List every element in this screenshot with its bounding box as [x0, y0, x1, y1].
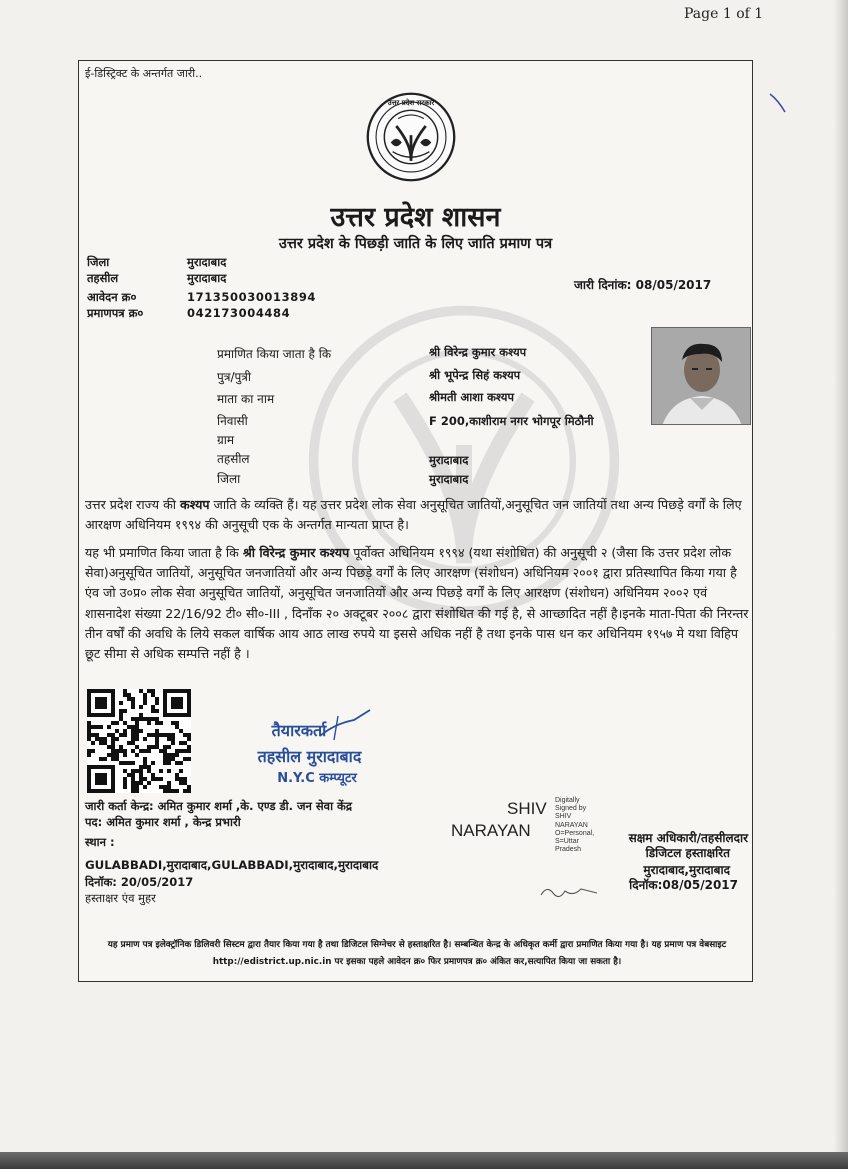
caste-statement-rest: जाति के व्यक्ति हैं। यह उत्तर प्रदेश लोक सेवा अनुसूचित जातियों,अनुसूचित जन जातियों तथा अन्य पिछड़े वर्गों के लिए आरक्षण अधिनियम १९९४ की अनुसूची एक के अन्तर्गत मान्यता प्राप्त है। [85, 497, 742, 533]
caste-statement-intro: उत्तर प्रदेश राज्य की [85, 497, 181, 512]
prepared-by-center: N.Y.C कम्प्यूटर [277, 771, 357, 786]
emblem-text: उत्तर प्रदेश सरकार [387, 99, 435, 107]
sig-detail-line: O=Personal, [555, 829, 595, 837]
issue-date-value: 08/05/2017 [635, 278, 712, 292]
sig-detail-line: NARAYAN [555, 821, 588, 829]
sig-detail-line: Pradesh [555, 846, 582, 854]
signer-name-line1: SHIV [507, 799, 547, 818]
district-label: जिला [87, 255, 110, 269]
footer-verification-note: यह प्रमाण पत्र इलेक्ट्रॉनिक डिलिवरी सिस्टम द्वारा तैयार किया गया है तथा डिजिटल सिग्नेचर से हस्ताक्षरित है। सम्बन्धित केन्द्र के अधिकृत कर्मी द्वारा प्रमाणित किया गया है। यह प्रमाण पत्र वेबसाइट http://edistrict.up.nic.in पर इसका पहले आवेदन क्र० फिर प्रमाणपत्र क्र० अंकित कर,सत्यापित किया जा सकता है। [107, 940, 727, 967]
certify-label: प्रमाणित किया जाता है कि [217, 347, 332, 361]
sig-detail-line: SHIV [555, 813, 572, 821]
issuer-post: पद: अमित कुमार शर्मा , केन्द्र प्रभारी [85, 815, 241, 829]
caste-name: कश्यप [180, 497, 210, 512]
caste-statement [85, 495, 749, 535]
place-label: स्थान : [85, 835, 115, 849]
authority-location: मुरादाबाद,मुरादाबाद [643, 863, 730, 877]
application-no-value: 171350030013894 [187, 290, 317, 304]
mother-label: माता का नाम [217, 392, 275, 406]
ncl-statement-intro: यह भी प्रमाणित किया जाता है कि [85, 545, 243, 560]
verification-qr-code[interactable] [87, 689, 191, 793]
application-no-label: आवेदन क्र० [87, 290, 137, 304]
page-number: Page 1 of 1 [684, 6, 764, 22]
issue-date [574, 276, 711, 293]
mother-name: श्रीमती आशा कश्यप [429, 390, 515, 404]
resident-label: निवासी [217, 414, 248, 428]
certificate-title: उत्तर प्रदेश शासन [330, 202, 501, 233]
issuer-date: दिनॉक: 20/05/2017 [85, 875, 194, 889]
tehsil-value: मुरादाबाद [187, 271, 227, 285]
father-name: श्री भूपेन्द्र सिहं कश्यप [429, 368, 521, 382]
non-creamy-layer-statement [85, 543, 749, 664]
authority-date: दिनॉक:08/05/2017 [629, 878, 738, 892]
place-value: GULABBADI,मुरादाबाद,GULABBADI,मुरादाबाद,मुरादाबाद [85, 858, 379, 872]
scan-bottom-edge [0, 1152, 848, 1169]
issue-date-label: जारी दिनांक: [574, 278, 632, 292]
pen-stroke-mark [768, 92, 788, 114]
scan-edge-shadow [834, 0, 848, 1152]
ncl-applicant-name: श्री विरेन्द्र कुमार कश्यप [242, 545, 350, 560]
signer-name-line2: NARAYAN [451, 821, 531, 840]
caste-certificate [78, 60, 753, 982]
sign-and-seal-label: हस्ताक्षर एंव मुहर [85, 891, 156, 905]
certificate-no-label: प्रमाणपत्र क्र० [87, 306, 144, 320]
district-value: मुरादाबाद [187, 255, 227, 269]
detail-district-label: जिला [217, 472, 241, 486]
applicant-name: श्री विरेन्द्र कुमार कश्यप [429, 345, 527, 359]
issuing-center: जारी कर्ता केन्द्र: अमित कुमार शर्मा ,के. एण्ड डी. जन सेवा केंद्र [85, 799, 352, 813]
sig-detail-line: Signed by [555, 805, 587, 813]
competent-authority: सक्षम अधिकारी/तहसीलदार [628, 831, 748, 845]
certificate-no-value: 042173004484 [187, 306, 291, 320]
sig-detail-line: Digitally [555, 797, 580, 804]
e-district-note: ई-डिस्ट्रिक्ट के अन्तर्गत जारी.. [85, 67, 203, 80]
ncl-statement-rest: पूर्वोक्त अधिनियम १९९४ (यथा संशोधित) की अनुसूची २ (जैसा कि उत्तर प्रदेश लोक सेवा)अनुसूचित जातियों, अनुसूचित जनजातियों और अन्य पिछड़े वर्गों के लिए आरक्षण (संशोधन) अधिनियम २००१ द्वारा प्रतिस्थापित किया गया है एंव जो उ०प्र० लोक सेवा अनुसूचित जातियों, अनुसूचित जनजातियों और अन्य पिछड़े वर्गों के लिए आरक्षण (संशोधन) अधिनियम २००२ एवं शासनादेश संख्या 22/16/92 टी० सी०-III , दिनाँक २० अक्टूबर २००८ द्वारा संशोधित की गई है, से आच्छादित नहीं है।इनके माता-पिता की निरन्तर तीन वर्षों की अवधि के लिये सकल वार्षिक आय आठ लाख रुपये या इससे अधिक नहीं है तथा इनके पास धन कर अधिनियम १९५७ मे यथा विहिप छूट सीमा से अधिक सम्पत्ति नहीं है । [85, 545, 749, 662]
village-label: ग्राम [217, 433, 235, 447]
detail-district-value: मुरादाबाद [429, 472, 469, 486]
detail-tehsil-label: तहसील [217, 452, 250, 466]
detail-tehsil-value: मुरादाबाद [429, 453, 469, 467]
tehsil-label: तहसील [87, 271, 119, 285]
prepared-by-office: तहसील मुरादाबाद [257, 747, 362, 766]
applicant-photo [651, 327, 751, 425]
digitally-signed-label: डिजिटल हस्ताक्षरित [645, 846, 730, 860]
son-of-label: पुत्र/पुत्री [217, 370, 252, 384]
certificate-subtitle: उत्तर प्रदेश के पिछड़ी जाति के लिए जाति प्रमाण पत्र [278, 236, 553, 252]
address-value: F 200,काशीराम नगर भोगपूर मिठौनी [429, 414, 594, 428]
prepared-by-label: तैयारकर्ता [271, 721, 327, 740]
sig-detail-line: S=Uttar [555, 838, 579, 846]
